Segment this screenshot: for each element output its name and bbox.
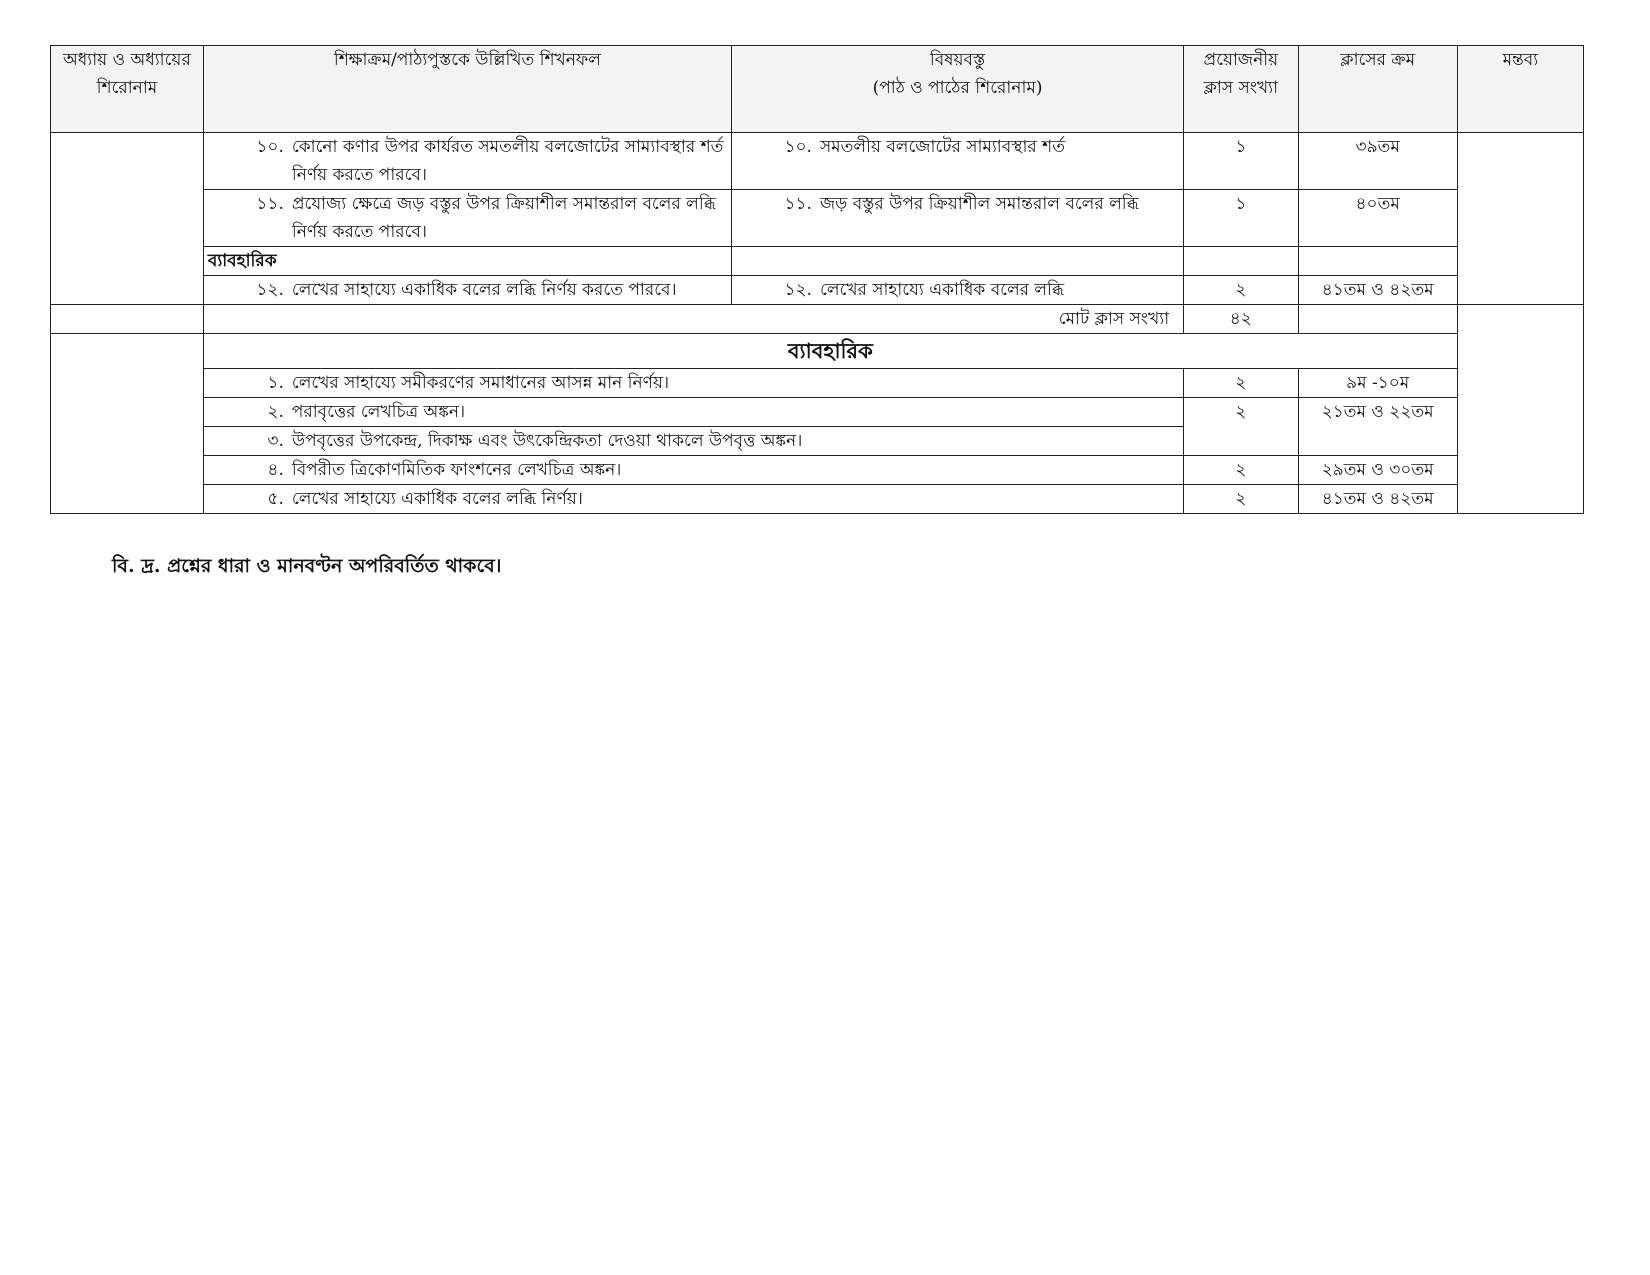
- header-chapter: অধ্যায় ও অধ্যায়ের শিরোনাম: [51, 46, 204, 133]
- outcome-cell: [203, 190, 731, 247]
- practical-row: [51, 398, 1584, 427]
- classes-cell: ২: [1184, 485, 1298, 514]
- order-cell: ২১তম ও ২২তম: [1298, 398, 1457, 456]
- syllabus-table: [50, 45, 1584, 514]
- header-remarks: মন্তব্য: [1457, 46, 1583, 133]
- practical-text: লেখের সাহায্যে একাধিক বলের লব্ধি নির্ণয়।: [291, 489, 583, 509]
- practical-title-row: [51, 334, 1584, 369]
- classes-cell: ২: [1184, 456, 1298, 485]
- order-cell: ৪১তম ও ৪২তম: [1298, 276, 1457, 305]
- table-row: [51, 133, 1584, 190]
- header-order: ক্লাসের ক্রম: [1298, 46, 1457, 133]
- practical-item: [203, 369, 1183, 398]
- classes-cell: [1184, 247, 1298, 276]
- chapter-cell: [51, 133, 204, 305]
- practical-section-title: ব্যাবহারিক: [203, 334, 1457, 369]
- header-outcome: শিক্ষাক্রম/পাঠ্যপুস্তকে উল্লিখিত শিখনফল: [203, 46, 731, 133]
- outcome-text: কোনো কণার উপর কার্যরত সমতলীয় বলজোটের সাম্যাবস্থার শর্ত নির্ণয় করতে পারবে।: [291, 137, 724, 185]
- practical-item: [203, 485, 1183, 514]
- remarks-cell: [1457, 305, 1583, 514]
- practical-number: ৪.: [267, 460, 284, 480]
- practical-item: [203, 398, 1183, 427]
- order-cell: ২৯তম ও ৩০তম: [1298, 456, 1457, 485]
- content-number: ১১.: [784, 194, 812, 214]
- header-content-line1: বিষয়বস্তু: [929, 50, 986, 70]
- classes-cell: ২: [1184, 369, 1298, 398]
- table-row: [51, 247, 1584, 276]
- table-header-row: [51, 46, 1584, 133]
- chapter-cell: [51, 305, 204, 334]
- remarks-cell: [1457, 133, 1583, 305]
- practical-item: [203, 456, 1183, 485]
- practical-text: লেখের সাহায্যে সমীকরণের সমাধানের আসন্ন মান নির্ণয়।: [291, 373, 670, 393]
- outcome-number: ১০.: [256, 137, 284, 157]
- practical-item: [203, 427, 1183, 456]
- practical-text: পরাবৃত্তের লেখচিত্র অঙ্কন।: [291, 402, 466, 422]
- content-cell: [731, 276, 1183, 305]
- classes-cell: ২: [1184, 398, 1298, 456]
- practical-number: ২.: [267, 402, 284, 422]
- total-row: [51, 305, 1584, 334]
- footnote: বি. দ্র. প্রশ্নের ধারা ও মানবণ্টন অপরিবর্তিত থাকবে।: [112, 555, 502, 577]
- practical-number: ৩.: [267, 431, 284, 451]
- order-cell: ৩৯তম: [1298, 133, 1457, 190]
- order-cell: ৯ম -১০ম: [1298, 369, 1457, 398]
- practical-row: [51, 369, 1584, 398]
- practical-number: ১.: [267, 373, 284, 393]
- outcome-number: ১২.: [256, 280, 284, 300]
- practical-label: ব্যাবহারিক: [203, 247, 731, 276]
- header-classes: প্রয়োজনীয় ক্লাস সংখ্যা: [1184, 46, 1298, 133]
- classes-cell: ২: [1184, 276, 1298, 305]
- content-number: ১২.: [784, 280, 812, 300]
- outcome-cell: [203, 276, 731, 305]
- total-label: মোট ক্লাস সংখ্যা: [203, 305, 1183, 334]
- content-cell: [731, 133, 1183, 190]
- content-text: সমতলীয় বলজোটের সাম্যাবস্থার শর্ত: [819, 137, 1065, 157]
- table-row: [51, 190, 1584, 247]
- content-number: ১০.: [784, 137, 812, 157]
- classes-cell: ১: [1184, 133, 1298, 190]
- content-cell: [731, 247, 1183, 276]
- outcome-text: লেখের সাহায্যে একাধিক বলের লব্ধি নির্ণয় করতে পারবে।: [291, 280, 677, 300]
- table-row: [51, 276, 1584, 305]
- content-cell: [731, 190, 1183, 247]
- outcome-number: ১১.: [256, 194, 284, 214]
- content-text: লেখের সাহায্যে একাধিক বলের লব্ধি: [819, 280, 1065, 300]
- outcome-cell: [203, 133, 731, 190]
- practical-text: উপবৃত্তের উপকেন্দ্র, দিকাক্ষ এবং উৎকেন্দ্রিকতা দেওয়া থাকলে উপবৃত্ত অঙ্কন।: [291, 431, 803, 451]
- header-content: [731, 46, 1183, 133]
- classes-cell: ১: [1184, 190, 1298, 247]
- order-cell: [1298, 305, 1457, 334]
- outcome-text: প্রযোজ্য ক্ষেত্রে জড় বস্তুর উপর ক্রিয়াশীল সমান্তরাল বলের লব্ধি নির্ণয় করতে পারবে।: [291, 194, 716, 242]
- practical-row: [51, 485, 1584, 514]
- content-text: জড় বস্তুর উপর ক্রিয়াশীল সমান্তরাল বলের লব্ধি: [819, 194, 1139, 214]
- total-value: ৪২: [1184, 305, 1298, 334]
- chapter-cell: [51, 334, 204, 514]
- header-content-line2: (পাঠ ও পাঠের শিরোনাম): [872, 78, 1043, 98]
- practical-number: ৫.: [267, 489, 284, 509]
- practical-row: [51, 456, 1584, 485]
- order-cell: ৪০তম: [1298, 190, 1457, 247]
- practical-text: বিপরীত ত্রিকোণমিতিক ফাংশনের লেখচিত্র অঙ্কন।: [291, 460, 622, 480]
- order-cell: ৪১তম ও ৪২তম: [1298, 485, 1457, 514]
- order-cell: [1298, 247, 1457, 276]
